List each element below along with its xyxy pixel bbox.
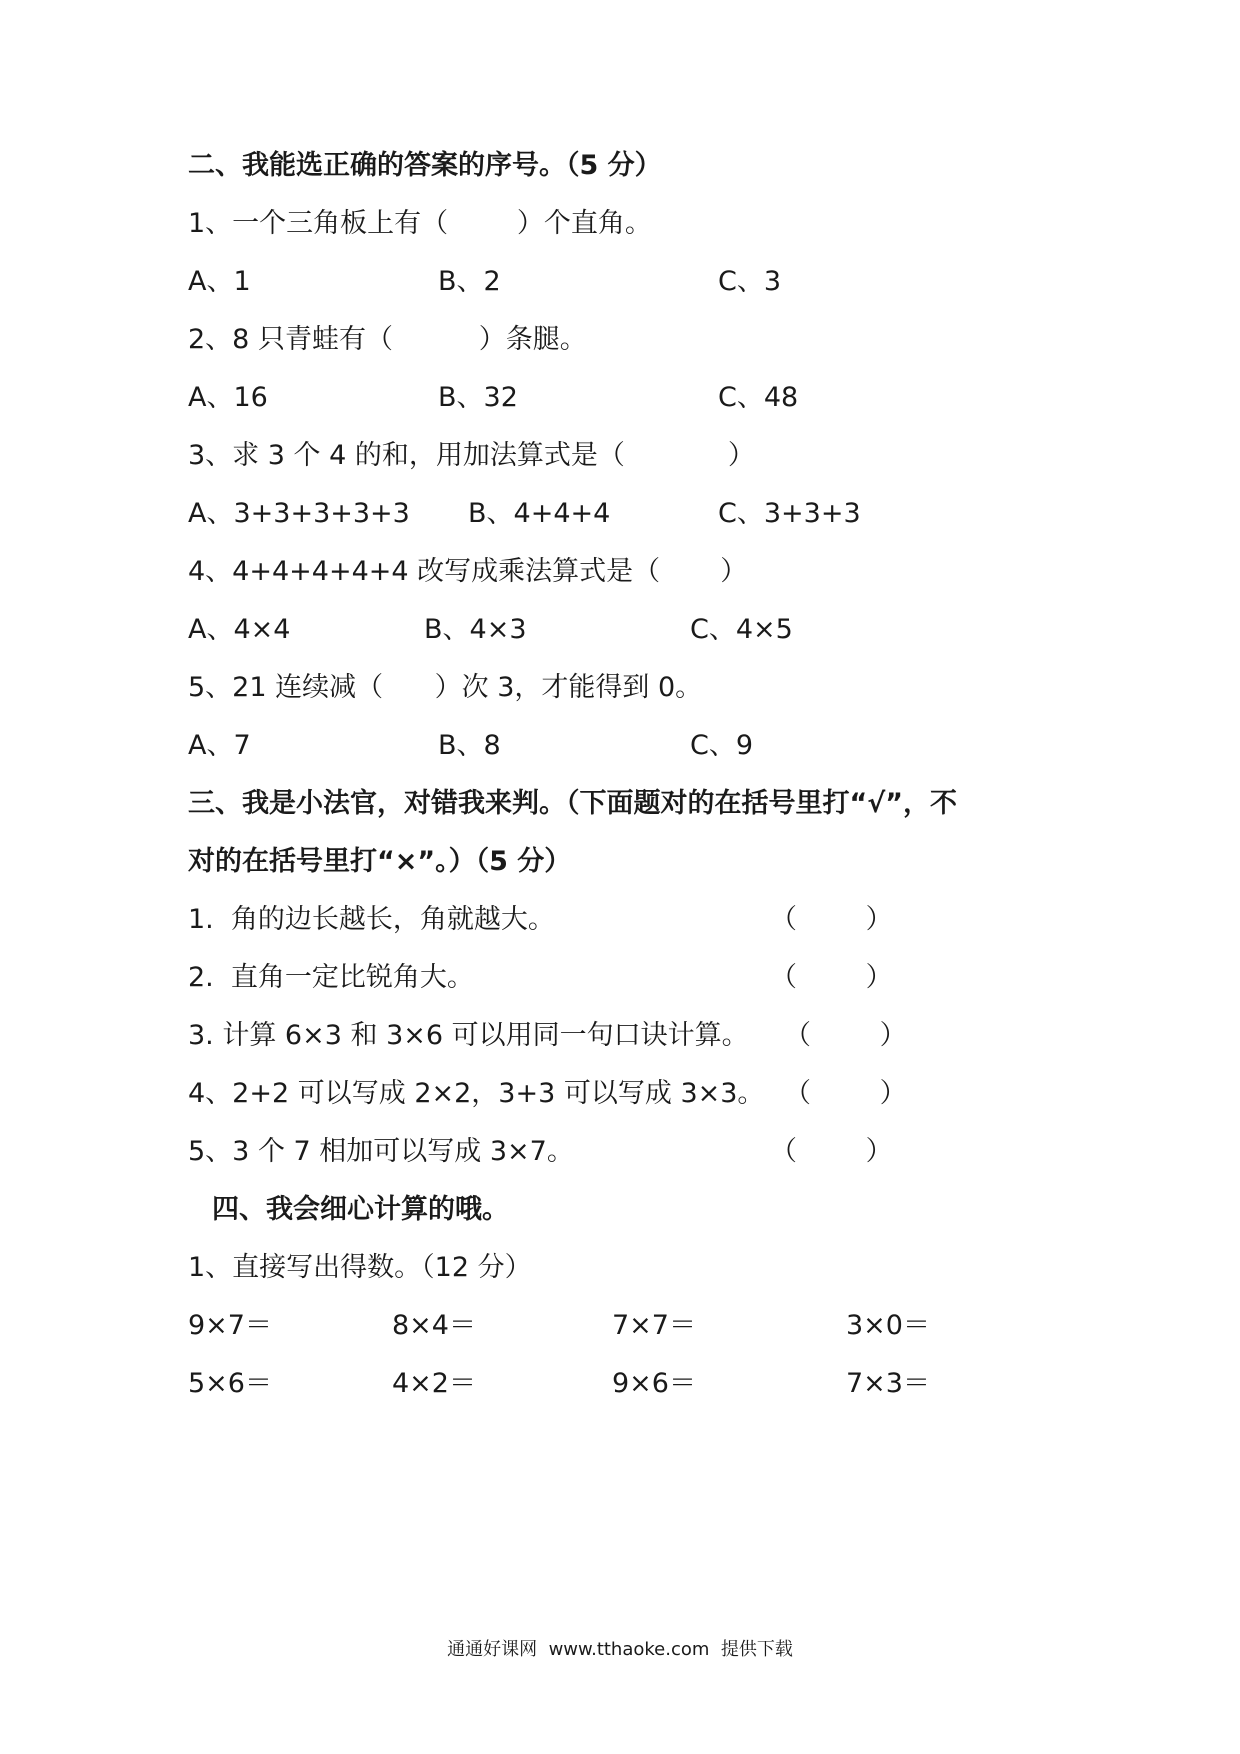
section-4-sub-1: 1、直接写出得数。（12 分） [188, 1252, 532, 1283]
section-4-title: 四、我会细心计算的哦。 [212, 1194, 509, 1225]
question-3-option-c: C、3+3+3 [718, 498, 861, 529]
judge-item-4-answer-bracket: （ ） [784, 1078, 907, 1109]
judge-item-3-answer-bracket: （ ） [784, 1020, 907, 1051]
question-1-option-b: B、2 [438, 266, 501, 297]
judge-item-2-text: 2. 直角一定比锐角大。 [188, 962, 474, 993]
judge-item-1-answer-bracket: （ ） [770, 904, 893, 935]
calc-item: 3×0＝ [846, 1310, 930, 1341]
judge-item-2-answer-bracket: （ ） [770, 962, 893, 993]
calc-item: 4×2＝ [392, 1368, 476, 1399]
judge-item-4-text: 4、2+2 可以写成 2×2，3+3 可以写成 3×3。 [188, 1078, 765, 1109]
calc-item: 9×6＝ [612, 1368, 696, 1399]
judge-item-5-text: 5、3 个 7 相加可以写成 3×7。 [188, 1136, 574, 1167]
section-3-title-line-2: 对的在括号里打“×”。）（5 分） [188, 846, 572, 877]
question-2-option-b: B、32 [438, 382, 518, 413]
question-3-stem: 3、求 3 个 4 的和，用加法算式是（ ） [188, 440, 755, 471]
judge-item-1-text: 1. 角的边长越长，角就越大。 [188, 904, 555, 935]
judge-item-5-answer-bracket: （ ） [770, 1136, 893, 1167]
question-4-option-b: B、4×3 [424, 614, 527, 645]
question-4-option-a: A、4×4 [188, 614, 291, 645]
calc-item: 5×6＝ [188, 1368, 272, 1399]
question-4-option-c: C、4×5 [690, 614, 793, 645]
page-footer: 通通好课网 www.tthaoke.com 提供下载 [447, 1639, 793, 1660]
question-4-stem: 4、4+4+4+4+4 改写成乘法算式是（ ） [188, 556, 748, 587]
calc-item: 7×3＝ [846, 1368, 930, 1399]
question-3-option-a: A、3+3+3+3+3 [188, 498, 410, 529]
question-3-option-b: B、4+4+4 [468, 498, 611, 529]
calc-item: 8×4＝ [392, 1310, 476, 1341]
question-5-option-a: A、7 [188, 730, 251, 761]
question-5-option-b: B、8 [438, 730, 501, 761]
judge-item-3-text: 3. 计算 6×3 和 3×6 可以用同一句口诀计算。 [188, 1020, 749, 1051]
question-1-stem: 1、一个三角板上有（ ）个直角。 [188, 208, 652, 239]
question-1-option-c: C、3 [718, 266, 782, 297]
section-3-title-line-1: 三、我是小法官，对错我来判。（下面题对的在括号里打“√”，不 [188, 788, 957, 819]
question-1-option-a: A、1 [188, 266, 251, 297]
calc-item: 7×7＝ [612, 1310, 696, 1341]
question-2-option-c: C、48 [718, 382, 799, 413]
question-5-stem: 5、21 连续减（ ）次 3，才能得到 0。 [188, 672, 703, 703]
section-2-title: 二、我能选正确的答案的序号。（5 分） [188, 150, 662, 181]
question-2-option-a: A、16 [188, 382, 268, 413]
question-2-stem: 2、8 只青蛙有（ ）条腿。 [188, 324, 587, 355]
calc-item: 9×7＝ [188, 1310, 272, 1341]
question-5-option-c: C、9 [690, 730, 754, 761]
